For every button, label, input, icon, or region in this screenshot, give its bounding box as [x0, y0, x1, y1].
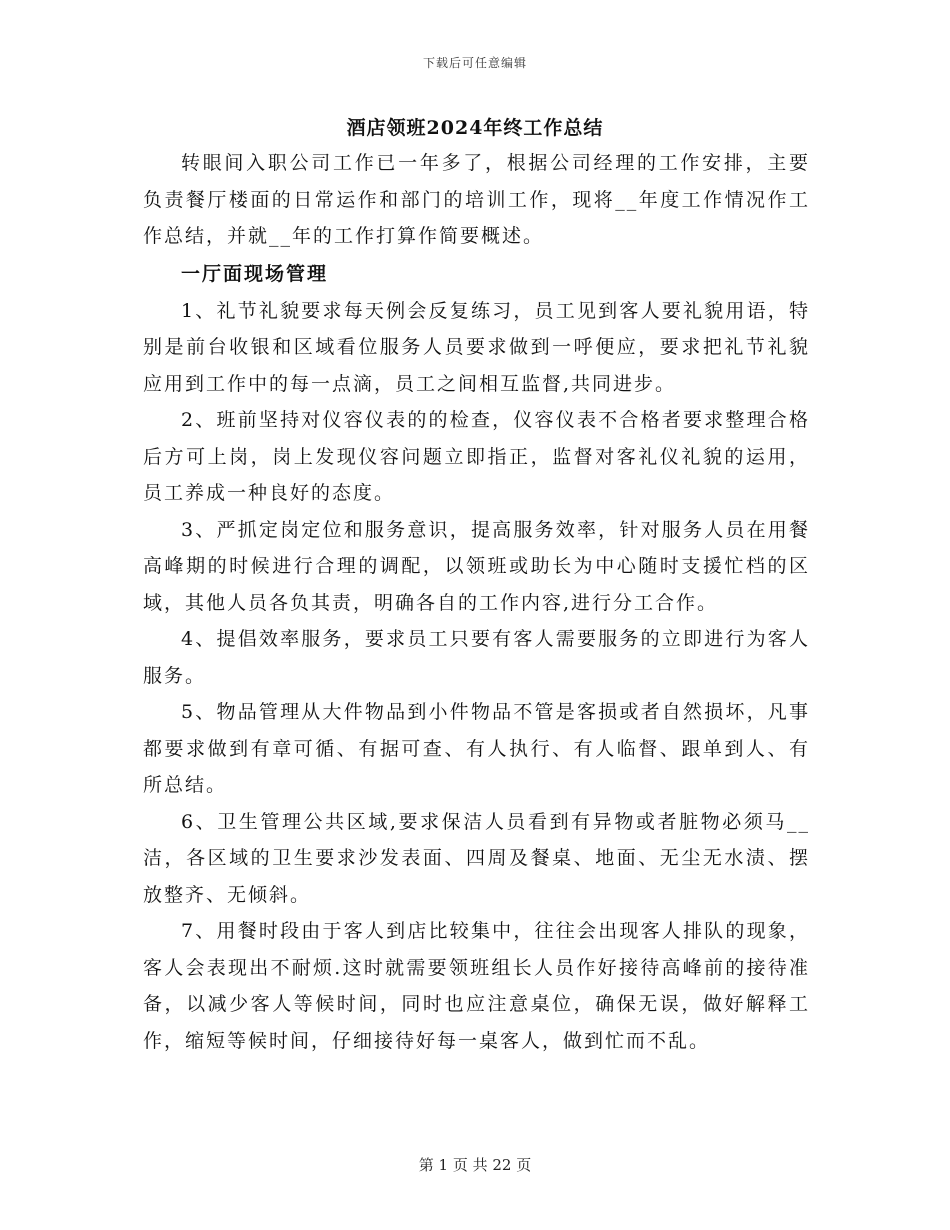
list-item: 2、班前坚持对仪容仪表的的检查，仪容仪表不合格者要求整理合格后方可上岗，岗上发现仪容问题立即指正，监督对客礼仪礼貌的运用，员工养成一种良好的态度。: [143, 409, 810, 504]
list-item: 3、严抓定岗定位和服务意识，提高服务效率，针对服务人员在用餐高峰期的时候进行合理的调配，以领班或助长为中心随时支援忙档的区域，其他人员各负其责，明确各自的工作内容,进行分工合作。: [143, 518, 810, 614]
list-item: 6、卫生管理公共区域,要求保洁人员看到有异物或者脏物必须马__洁，各区域的卫生要求沙发表面、四周及餐桌、地面、无尘无水渍、摆放整齐、无倾斜。: [143, 810, 810, 906]
page-header-note: 下载后可任意编辑: [422, 56, 527, 70]
list-item: 1、礼节礼貌要求每天例会反复练习，员工见到客人要礼貌用语，特别是前台收银和区域看位服务人员要求做到一呼便应，要求把礼节礼貌应用到工作中的每一点滴，员工之间相互监督,共同进步。: [143, 299, 810, 395]
section-heading: 一厅面现场管理: [181, 262, 329, 285]
document-body: [143, 145, 810, 1059]
intro-paragraph: 转眼间入职公司工作已一年多了，根据公司经理的工作安排，主要负责餐厅楼面的日常运作和部门的培训工作，现将__年度工作情况作工作总结，并就__年的工作打算作简要概述。: [143, 152, 810, 247]
list-item: 5、物品管理从大件物品到小件物品不管是客损或者自然损坏，凡事都要求做到有章可循、有据可查、有人执行、有人临督、跟单到人、有所总结。: [143, 701, 810, 796]
page-number: 第 1 页 共 22 页: [418, 1156, 532, 1174]
list-item: 4、提倡效率服务，要求员工只要有客人需要服务的立即进行为客人服务。: [143, 628, 810, 687]
list-item: 7、用餐时段由于客人到店比较集中，往往会出现客人排队的现象，客人会表现出不耐烦.这时就需要领班组长人员作好接待高峰前的接待准备，以减少客人等候时间，同时也应注意桌位，确保无误，做好解释工作，缩短等候时间，仔细接待好每一桌客人，做到忙而不乱。: [143, 920, 810, 1052]
document-title: 酒店领班2024年终工作总结: [346, 117, 604, 139]
